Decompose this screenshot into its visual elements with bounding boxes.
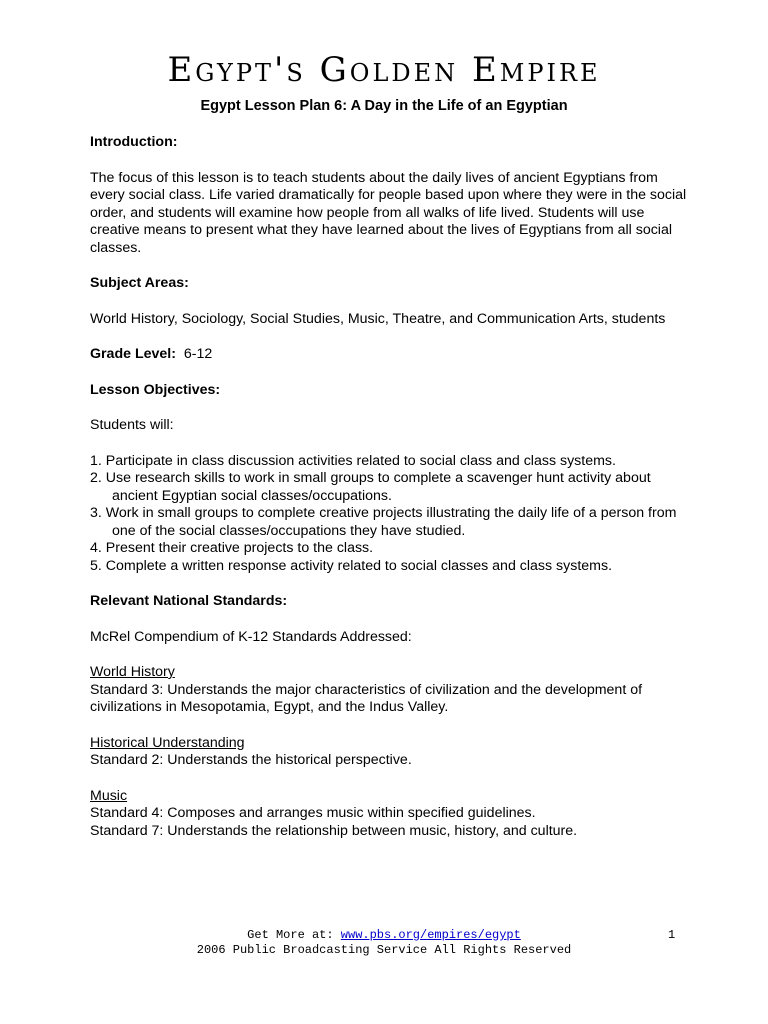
pbs-link[interactable]: www.pbs.org/empires/egypt xyxy=(340,928,521,942)
subject-areas-heading: Subject Areas: xyxy=(90,275,189,291)
footer-link-line xyxy=(0,928,768,943)
introduction-paragraph: The focus of this lesson is to teach students about the daily lives of ancient Egyptians from every social class. Life varied dramatically for people based upon where they were in the social order, and students will examine how people from all walks of life lived. Students will use creative means to present what they have learned about the lives of Egyptians from all social classes. xyxy=(90,169,687,256)
objectives-heading: Lesson Objectives: xyxy=(90,381,221,398)
standard-line: Standard 2: Understands the historical perspective. xyxy=(90,752,412,768)
objective-item: 3. Work in small groups to complete creative projects illustrating the daily life of a person from one of the social classes/occupations they have studied. xyxy=(90,505,677,539)
objective-item: 4. Present their creative projects to the class. xyxy=(90,540,374,556)
standard-subject-music: Music xyxy=(90,787,128,804)
standard-line: Standard 4: Composes and arranges music within specified guidelines. xyxy=(90,805,536,821)
introduction-heading: Introduction: xyxy=(90,134,178,150)
lesson-title: Egypt Lesson Plan 6: A Day in the Life of an Egyptian xyxy=(200,98,568,114)
page-footer xyxy=(0,928,768,958)
empire-logo: Egypt's Golden Empire xyxy=(167,50,601,90)
standard-line: Standard 7: Understands the relationship between music, history, and culture. xyxy=(90,822,578,839)
footer-copyright: 2006 Public Broadcasting Service All Rights Reserved xyxy=(196,943,572,957)
standards-heading: Relevant National Standards: xyxy=(90,593,288,609)
objectives-intro: Students will: xyxy=(90,417,174,433)
page-number: 1 xyxy=(668,928,676,942)
grade-level-line xyxy=(90,346,690,364)
subject-areas-paragraph: World History, Sociology, Social Studies, Music, Theatre, and Communication Arts, students xyxy=(90,310,666,327)
objective-item: 1. Participate in class discussion activities related to social class and class systems. xyxy=(90,452,616,469)
objectives-list xyxy=(90,453,690,576)
standard-subject-world-history: World History xyxy=(90,664,175,680)
grade-level-value: 6-12 xyxy=(183,346,213,362)
objective-item: 5. Complete a written response activity related to social classes and class systems. xyxy=(90,557,613,574)
footer-get-more-label: Get More at: xyxy=(247,928,334,942)
document-body xyxy=(90,134,690,840)
standard-subject-historical-understanding: Historical Understanding xyxy=(90,734,245,751)
standards-intro: McRel Compendium of K-12 Standards Addressed: xyxy=(90,628,412,645)
objective-item: 2. Use research skills to work in small groups to complete a scavenger hunt activity about ancient Egyptian social classes/occupations. xyxy=(90,470,651,504)
standard-line: Standard 3: Understands the major characteristics of civilization and the development of civilizations in Mesopotamia, Egypt, and the Indus Valley. xyxy=(90,681,643,715)
grade-level-heading: Grade Level: xyxy=(90,346,176,362)
